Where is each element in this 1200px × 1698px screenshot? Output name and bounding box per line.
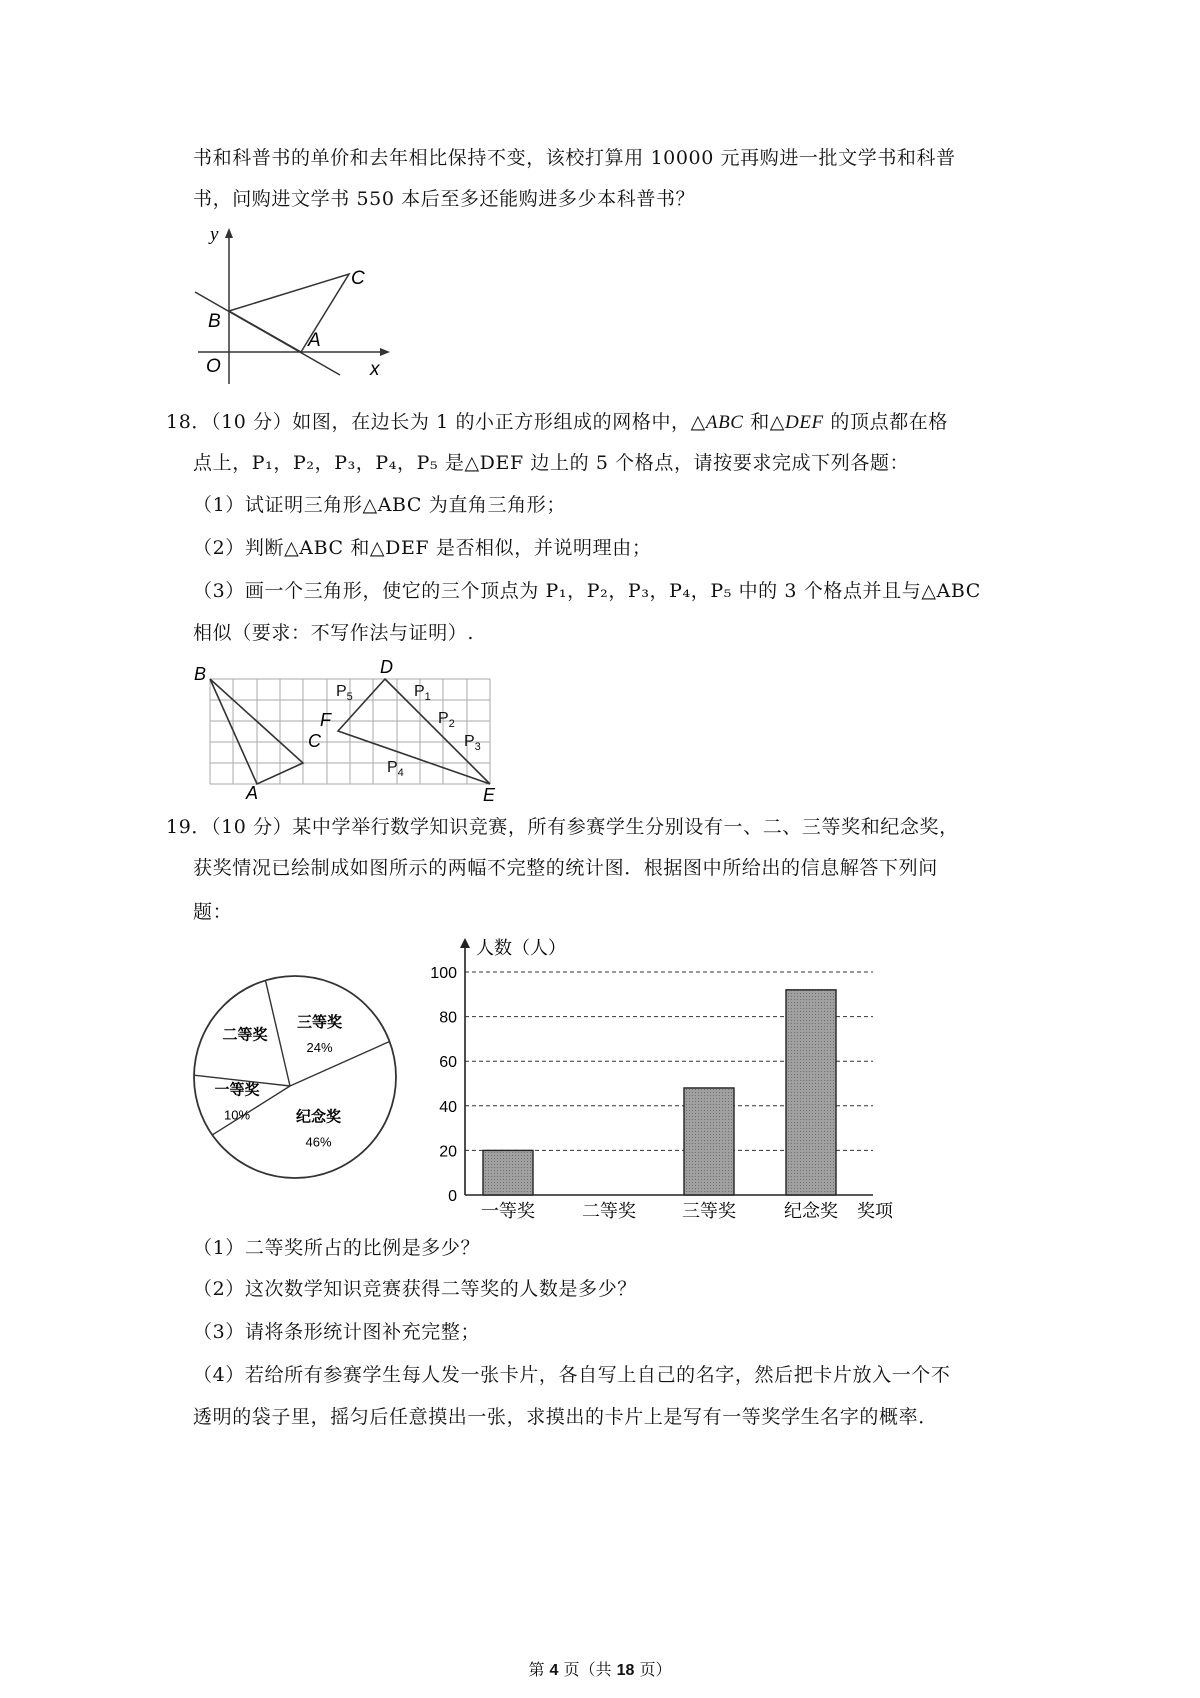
pie-boundary [265,980,290,1086]
q19-sub-4: （4）若给所有参赛学生每人发一张卡片，各自写上自己的名字，然后把卡片放入一个不 [193,1364,951,1386]
q19-line-2: 获奖情况已绘制成如图所示的两幅不完整的统计图．根据图中所给出的信息解答下列问 [193,857,938,879]
origin-label: O [206,356,221,377]
y-tick-label: 0 [448,1188,457,1205]
y-tick-label: 20 [439,1143,457,1161]
pie-outline [194,976,396,1178]
y-tick-label: 40 [439,1098,457,1116]
x-axis-label: 奖项 [857,1201,893,1221]
footer-pre: 第 [528,1660,550,1679]
q18-line-1 [166,410,948,435]
triangle-abc [229,274,349,352]
grid-label-e: E [483,785,496,801]
y-axis-label: 人数（人） [476,938,566,958]
pie-slice-label: 一等奖 [214,1081,260,1099]
grid-label-d: D [380,657,393,677]
grid-label-p1: $P_1$ [414,683,431,703]
pie-slice-label: 三等奖 [297,1014,343,1032]
bar [483,1150,533,1195]
grid-label-p5: $P_5$ [336,683,353,703]
q19-line-1: 19．（10 分）某中学举行数学知识竞赛，所有参赛学生分别设有一、二、三等奖和纪念奖， [166,816,959,838]
q18-def: DEF [785,412,824,433]
x-label: x [370,359,380,380]
pie-slice-value: 10% [224,1107,251,1123]
grid-label-a: A [246,783,259,801]
bar [786,990,836,1195]
q19-line-3: 题： [193,901,233,923]
q18-line-2: 点上，P₁，P₂，P₃，P₄，P₅ 是△DEF 边上的 5 个格点，请按要求完成下列各题： [193,452,910,474]
y-tick-label: 60 [439,1054,457,1072]
bar [684,1088,734,1195]
q18-sub-1: （1）试证明三角形△ABC 为直角三角形； [193,494,566,516]
q17-line-1: 书和科普书的单价和去年相比保持不变，该校打算用 10000 元再购进一批文学书和科普 [193,147,956,169]
grid-label-p2: $P_2$ [438,710,455,730]
q18-text-e: 的顶点都在格 [823,411,948,433]
footer-total-pages: 18 [616,1662,635,1679]
q17-line-2: 书，问购进文学书 550 本后至多还能购进多少本科普书？ [193,188,696,210]
q18-abc: ABC [705,412,744,433]
page-footer [0,1657,1200,1680]
footer-page-number: 4 [549,1662,559,1679]
q18-sub-3: （3）画一个三角形，使它的三个顶点为 P₁，P₂，P₃，P₄，P₅ 中的 3 个格点并且与△ABC [193,580,981,602]
pie-slice-label: 纪念奖 [296,1108,342,1126]
y-axis-arrow [225,228,233,238]
grid-label-p4: $P_4$ [387,759,404,779]
point-c-label: C [351,268,365,289]
q18-text-a: 18．（10 分）如图，在边长为 1 的小正方形组成的网格中，△ [166,411,706,433]
q18-text-c: 和△ [743,411,786,433]
bar-chart [425,930,925,1230]
footer-post: 页） [634,1660,672,1679]
q19-sub-2: （2）这次数学知识竞赛获得二等奖的人数是多少？ [193,1278,637,1300]
q18-sub-2: （2）判断△ABC 和△DEF 是否相似，并说明理由； [193,537,652,559]
y-label: y [210,226,219,245]
grid-label-f: F [320,710,331,730]
x-axis-arrow [380,348,390,356]
footer-mid: 页（共 [558,1660,617,1679]
x-category-label: 一等奖 [481,1201,535,1221]
q19-sub-1: （1）二等奖所占的比例是多少？ [193,1237,481,1259]
y-tick-label: 80 [439,1009,457,1027]
grid-figure [190,656,510,801]
pie-slice-value: 46% [305,1134,332,1150]
q19-sub-3: （3）请将条形统计图补充完整； [193,1321,481,1343]
q19-sub-4-cont: 透明的袋子里，摇匀后任意摸出一张，求摸出的卡片上是写有一等奖学生名字的概率． [193,1406,938,1428]
pie-slice-label: 二等奖 [222,1026,268,1044]
x-category-label: 三等奖 [682,1201,736,1221]
grid-label-p3: $P_3$ [464,733,481,753]
grid-label-c: C [308,731,321,751]
point-a-label: A [308,330,321,351]
pie-chart [190,960,420,1200]
grid-label-b: B [194,664,207,684]
point-b-label: B [208,311,221,332]
coordinate-figure [190,226,400,386]
pie-boundary [290,1041,390,1086]
x-category-label: 二等奖 [582,1201,636,1221]
x-category-label: 纪念奖 [784,1201,838,1221]
y-axis-arrow [460,938,470,948]
y-tick-label: 100 [430,965,457,982]
pie-slice-value: 24% [306,1040,333,1056]
q18-sub-3-cont: 相似（要求：不写作法与证明）. [193,622,475,644]
